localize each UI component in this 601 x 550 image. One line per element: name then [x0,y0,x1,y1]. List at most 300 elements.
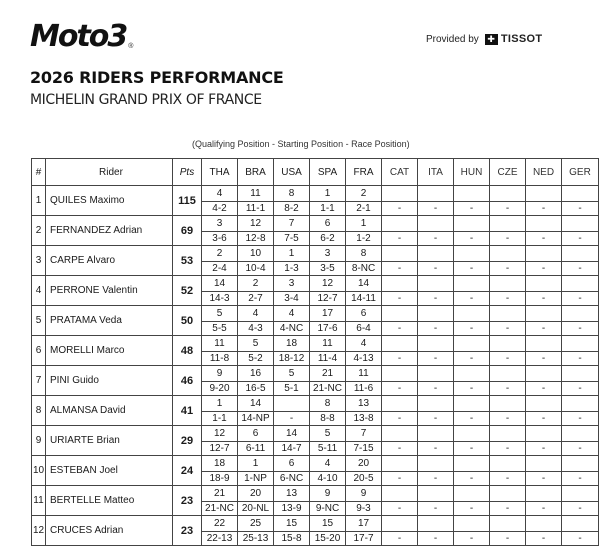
start-race-positions: - [382,351,417,365]
qualifying-position: 12 [249,218,262,229]
qualifying-position: 5 [252,338,259,349]
start-race-positions: 18-12 [274,351,309,365]
qualifying-position [526,336,561,351]
qualifying-position [382,366,417,381]
start-race-positions: - [526,471,561,485]
start-race-positions: - [526,321,561,335]
start-race-positions: 5-1 [274,381,309,395]
column-header-hun: HUN [454,159,490,186]
start-race-positions: - [418,411,453,425]
start-race-positions: - [382,261,417,275]
qualifying-position [382,216,417,231]
start-race-positions: 15-8 [274,531,309,545]
round-cell [310,276,346,306]
qualifying-position: 21 [213,488,226,499]
start-race-positions: 14-11 [346,291,381,305]
rider-points: 24 [173,456,202,486]
start-race-positions: 16-5 [238,381,273,395]
start-race-positions: - [454,201,489,215]
start-race-positions: 7-5 [274,231,309,245]
round-cell [202,246,238,276]
round-cell [418,516,454,546]
table-row [32,186,599,216]
round-cell [346,336,382,366]
qualifying-position [382,306,417,321]
qualifying-position [418,396,453,411]
start-race-positions: - [274,411,309,425]
column-header-ita: ITA [418,159,454,186]
start-race-positions: 3-6 [202,231,237,245]
qualifying-position [454,486,489,501]
round-cell [346,456,382,486]
round-cell [562,246,599,276]
rider-position: 12 [32,516,46,546]
round-cell [526,486,562,516]
round-cell [490,246,526,276]
qualifying-position: 4 [360,338,367,349]
qualifying-position [418,336,453,351]
start-race-positions: - [526,531,561,545]
qualifying-position [562,336,598,351]
rider-points: 23 [173,516,202,546]
column-header-ger: GER [562,159,599,186]
start-race-positions: 17-7 [346,531,381,545]
round-cell [454,276,490,306]
qualifying-position [454,456,489,471]
rider-name: PRATAMA Veda [46,306,173,336]
round-cell [202,516,238,546]
start-race-positions: 4-13 [346,351,381,365]
rider-position: 6 [32,336,46,366]
start-race-positions: - [454,321,489,335]
rider-name: MORELLI Marco [46,336,173,366]
qualifying-position: 12 [213,428,226,439]
start-race-positions: - [454,441,489,455]
round-cell [346,516,382,546]
start-race-positions: - [418,531,453,545]
start-race-positions: - [526,351,561,365]
round-cell [490,216,526,246]
qualifying-position [490,336,525,351]
rider-points: 53 [173,246,202,276]
start-race-positions: - [562,201,598,215]
legend-note: (Qualifying Position - Starting Position - Race Position) [192,139,410,149]
round-cell [418,396,454,426]
column-header-cat: CAT [382,159,418,186]
qualifying-position: 11 [214,338,225,349]
start-race-positions: 9-NC [310,501,345,515]
qualifying-position: 15 [285,518,298,529]
round-cell [526,246,562,276]
round-cell [238,426,274,456]
round-cell [490,306,526,336]
qualifying-position [562,216,598,231]
round-cell [490,456,526,486]
start-race-positions: 8-2 [274,201,309,215]
page-subtitle: MICHELIN GRAND PRIX OF FRANCE [30,92,262,108]
qualifying-position: 16 [249,368,262,379]
start-race-positions: 12-7 [310,291,345,305]
start-race-positions: 5-11 [310,441,345,455]
start-race-positions: - [490,441,525,455]
start-race-positions: 18-9 [202,471,237,485]
round-cell [454,186,490,216]
rider-position: 1 [32,186,46,216]
sponsor-logo [485,33,543,45]
qualifying-position [490,456,525,471]
round-cell [310,186,346,216]
qualifying-position: 1 [216,398,223,409]
start-race-positions: 13-8 [346,411,381,425]
qualifying-position: 4 [216,188,223,199]
start-race-positions: - [382,381,417,395]
rider-name: ESTEBAN Joel [46,456,173,486]
qualifying-position [454,426,489,441]
column-header-bra: BRA [238,159,274,186]
round-cell [346,246,382,276]
start-race-positions: - [418,471,453,485]
round-cell [346,486,382,516]
rider-points: 52 [173,276,202,306]
qualifying-position [382,396,417,411]
start-race-positions: - [562,351,598,365]
table-row [32,216,599,246]
start-race-positions: - [454,471,489,485]
start-race-positions: 6-NC [274,471,309,485]
start-race-positions: 9-20 [202,381,237,395]
rider-name: FERNANDEZ Adrian [46,216,173,246]
round-cell [382,486,418,516]
round-cell [202,216,238,246]
start-race-positions: - [490,381,525,395]
sponsor-block [426,33,542,45]
round-cell [418,216,454,246]
qualifying-position: 9 [324,488,331,499]
qualifying-position [454,336,489,351]
swiss-cross-icon: ✚ [485,34,498,45]
qualifying-position: 20 [249,488,262,499]
round-cell [382,336,418,366]
qualifying-position [562,366,598,381]
column-header-tha: THA [202,159,238,186]
round-cell [274,216,310,246]
qualifying-position [382,486,417,501]
qualifying-position [490,246,525,261]
start-race-positions: 2-7 [238,291,273,305]
qualifying-position [454,306,489,321]
rider-position: 3 [32,246,46,276]
rider-position: 9 [32,426,46,456]
start-race-positions: 14-NP [238,411,273,425]
round-cell [238,486,274,516]
round-cell [418,486,454,516]
qualifying-position [562,276,598,291]
start-race-positions: 22-13 [202,531,237,545]
start-race-positions: - [454,531,489,545]
rider-position: 11 [32,486,46,516]
qualifying-position: 14 [357,278,370,289]
start-race-positions: - [418,231,453,245]
round-cell [274,456,310,486]
start-race-positions: - [418,351,453,365]
table-row [32,426,599,456]
start-race-positions: - [562,441,598,455]
qualifying-position [418,456,453,471]
qualifying-position [418,246,453,261]
table-row [32,456,599,486]
start-race-positions: 6-4 [346,321,381,335]
qualifying-position: 13 [285,488,298,499]
qualifying-position [490,486,525,501]
start-race-positions: - [454,411,489,425]
rider-name: ALMANSA David [46,396,173,426]
round-cell [310,306,346,336]
qualifying-position [418,486,453,501]
round-cell [562,186,599,216]
qualifying-position [526,186,561,201]
round-cell [562,456,599,486]
start-race-positions: 8-8 [310,411,345,425]
qualifying-position [490,186,525,201]
start-race-positions: 2-4 [202,261,237,275]
round-cell [454,426,490,456]
round-cell [526,396,562,426]
start-race-positions: - [490,411,525,425]
round-cell [490,486,526,516]
qualifying-position: 8 [288,188,295,199]
qualifying-position [562,516,598,531]
start-race-positions: 5-2 [238,351,273,365]
rider-position: 10 [32,456,46,486]
qualifying-position [454,216,489,231]
qualifying-position: 12 [321,278,334,289]
round-cell [454,456,490,486]
qualifying-position: 5 [216,308,223,319]
qualifying-position: 2 [360,188,367,199]
start-race-positions: - [382,231,417,245]
start-race-positions: 12-8 [238,231,273,245]
round-cell [238,186,274,216]
qualifying-position [454,246,489,261]
start-race-positions: - [454,231,489,245]
column-header-pts: Pts [173,159,202,186]
rider-name: PINI Guido [46,366,173,396]
column-header-cze: CZE [490,159,526,186]
qualifying-position [562,456,598,471]
round-cell [238,216,274,246]
qualifying-position [490,426,525,441]
round-cell [526,516,562,546]
start-race-positions: 13-9 [274,501,309,515]
start-race-positions: - [562,261,598,275]
qualifying-position: 4 [288,308,295,319]
rider-points: 69 [173,216,202,246]
start-race-positions: 14-7 [274,441,309,455]
qualifying-position [490,216,525,231]
round-cell [418,426,454,456]
qualifying-position [526,246,561,261]
qualifying-position: 18 [285,338,298,349]
round-cell [274,486,310,516]
round-cell [562,516,599,546]
round-cell [202,336,238,366]
qualifying-position: 9 [216,368,223,379]
round-cell [526,426,562,456]
start-race-positions: - [526,201,561,215]
rider-position: 8 [32,396,46,426]
qualifying-position [490,276,525,291]
logo-text: Moto3 [30,19,127,54]
start-race-positions: 4-2 [202,201,237,215]
rider-name: BERTELLE Matteo [46,486,173,516]
table-row [32,396,599,426]
round-cell [346,366,382,396]
start-race-positions: 1-1 [202,411,237,425]
round-cell [346,306,382,336]
start-race-positions: - [418,291,453,305]
rider-name: URIARTE Brian [46,426,173,456]
qualifying-position [418,306,453,321]
qualifying-position [490,306,525,321]
start-race-positions: - [562,381,598,395]
start-race-positions: 1-2 [346,231,381,245]
qualifying-position [562,426,598,441]
start-race-positions: - [454,291,489,305]
qualifying-position: 22 [213,518,226,529]
start-race-positions: 4-3 [238,321,273,335]
table-row [32,246,599,276]
round-cell [274,186,310,216]
start-race-positions: - [454,261,489,275]
start-race-positions: - [490,351,525,365]
qualifying-position: 20 [357,458,370,469]
start-race-positions: - [562,531,598,545]
rider-name: QUILES Maximo [46,186,173,216]
qualifying-position: 8 [324,398,331,409]
round-cell [310,216,346,246]
qualifying-position [454,396,489,411]
qualifying-position: 7 [360,428,367,439]
qualifying-position: 11 [322,338,333,349]
riders-performance-table [31,158,599,546]
qualifying-position: 9 [360,488,367,499]
start-race-positions: - [454,351,489,365]
round-cell [202,486,238,516]
qualifying-position [418,426,453,441]
round-cell [562,336,599,366]
column-header-number: # [32,159,46,186]
start-race-positions: - [382,291,417,305]
qualifying-position: 10 [249,248,262,259]
qualifying-position [526,516,561,531]
start-race-positions: - [526,261,561,275]
start-race-positions: 3-4 [274,291,309,305]
start-race-positions: - [418,441,453,455]
qualifying-position: 7 [288,218,295,229]
start-race-positions: 10-4 [238,261,273,275]
start-race-positions: - [490,471,525,485]
qualifying-position: 6 [360,308,367,319]
trademark-icon: ® [128,43,134,50]
qualifying-position [454,276,489,291]
start-race-positions: - [382,441,417,455]
qualifying-position: 2 [216,248,223,259]
rider-points: 29 [173,426,202,456]
rider-points: 23 [173,486,202,516]
qualifying-position: 17 [321,308,334,319]
round-cell [526,306,562,336]
qualifying-position [490,366,525,381]
qualifying-position: 14 [285,428,298,439]
round-cell [454,216,490,246]
rider-position: 2 [32,216,46,246]
round-cell [202,396,238,426]
start-race-positions: 21-NC [202,501,237,515]
qualifying-position: 2 [252,278,259,289]
round-cell [418,306,454,336]
rider-name: PERRONE Valentin [46,276,173,306]
qualifying-position: 18 [213,458,226,469]
round-cell [562,426,599,456]
rider-points: 50 [173,306,202,336]
rider-position: 5 [32,306,46,336]
start-race-positions: - [418,501,453,515]
round-cell [202,276,238,306]
rider-points: 41 [173,396,202,426]
qualifying-position [562,396,598,411]
round-cell [238,246,274,276]
start-race-positions: 11-8 [202,351,237,365]
round-cell [418,246,454,276]
round-cell [238,276,274,306]
round-cell [382,396,418,426]
round-cell [202,366,238,396]
round-cell [310,366,346,396]
round-cell [274,276,310,306]
rider-points: 46 [173,366,202,396]
start-race-positions: - [382,531,417,545]
round-cell [418,276,454,306]
qualifying-position [274,396,309,411]
start-race-positions: - [418,321,453,335]
start-race-positions: 9-3 [346,501,381,515]
qualifying-position: 6 [324,218,331,229]
start-race-positions: 1-1 [310,201,345,215]
qualifying-position [526,426,561,441]
round-cell [382,426,418,456]
round-cell [526,276,562,306]
start-race-positions: 4-10 [310,471,345,485]
start-race-positions: 15-20 [310,531,345,545]
qualifying-position [382,336,417,351]
start-race-positions: - [490,291,525,305]
start-race-positions: - [490,261,525,275]
qualifying-position [526,486,561,501]
start-race-positions: 17-6 [310,321,345,335]
round-cell [382,276,418,306]
round-cell [526,336,562,366]
qualifying-position: 6 [252,428,259,439]
rider-name: CARPE Alvaro [46,246,173,276]
page-title: 2026 RIDERS PERFORMANCE [30,68,284,87]
round-cell [346,276,382,306]
qualifying-position: 14 [249,398,262,409]
round-cell [274,336,310,366]
start-race-positions: 25-13 [238,531,273,545]
round-cell [526,186,562,216]
round-cell [238,456,274,486]
round-cell [418,186,454,216]
